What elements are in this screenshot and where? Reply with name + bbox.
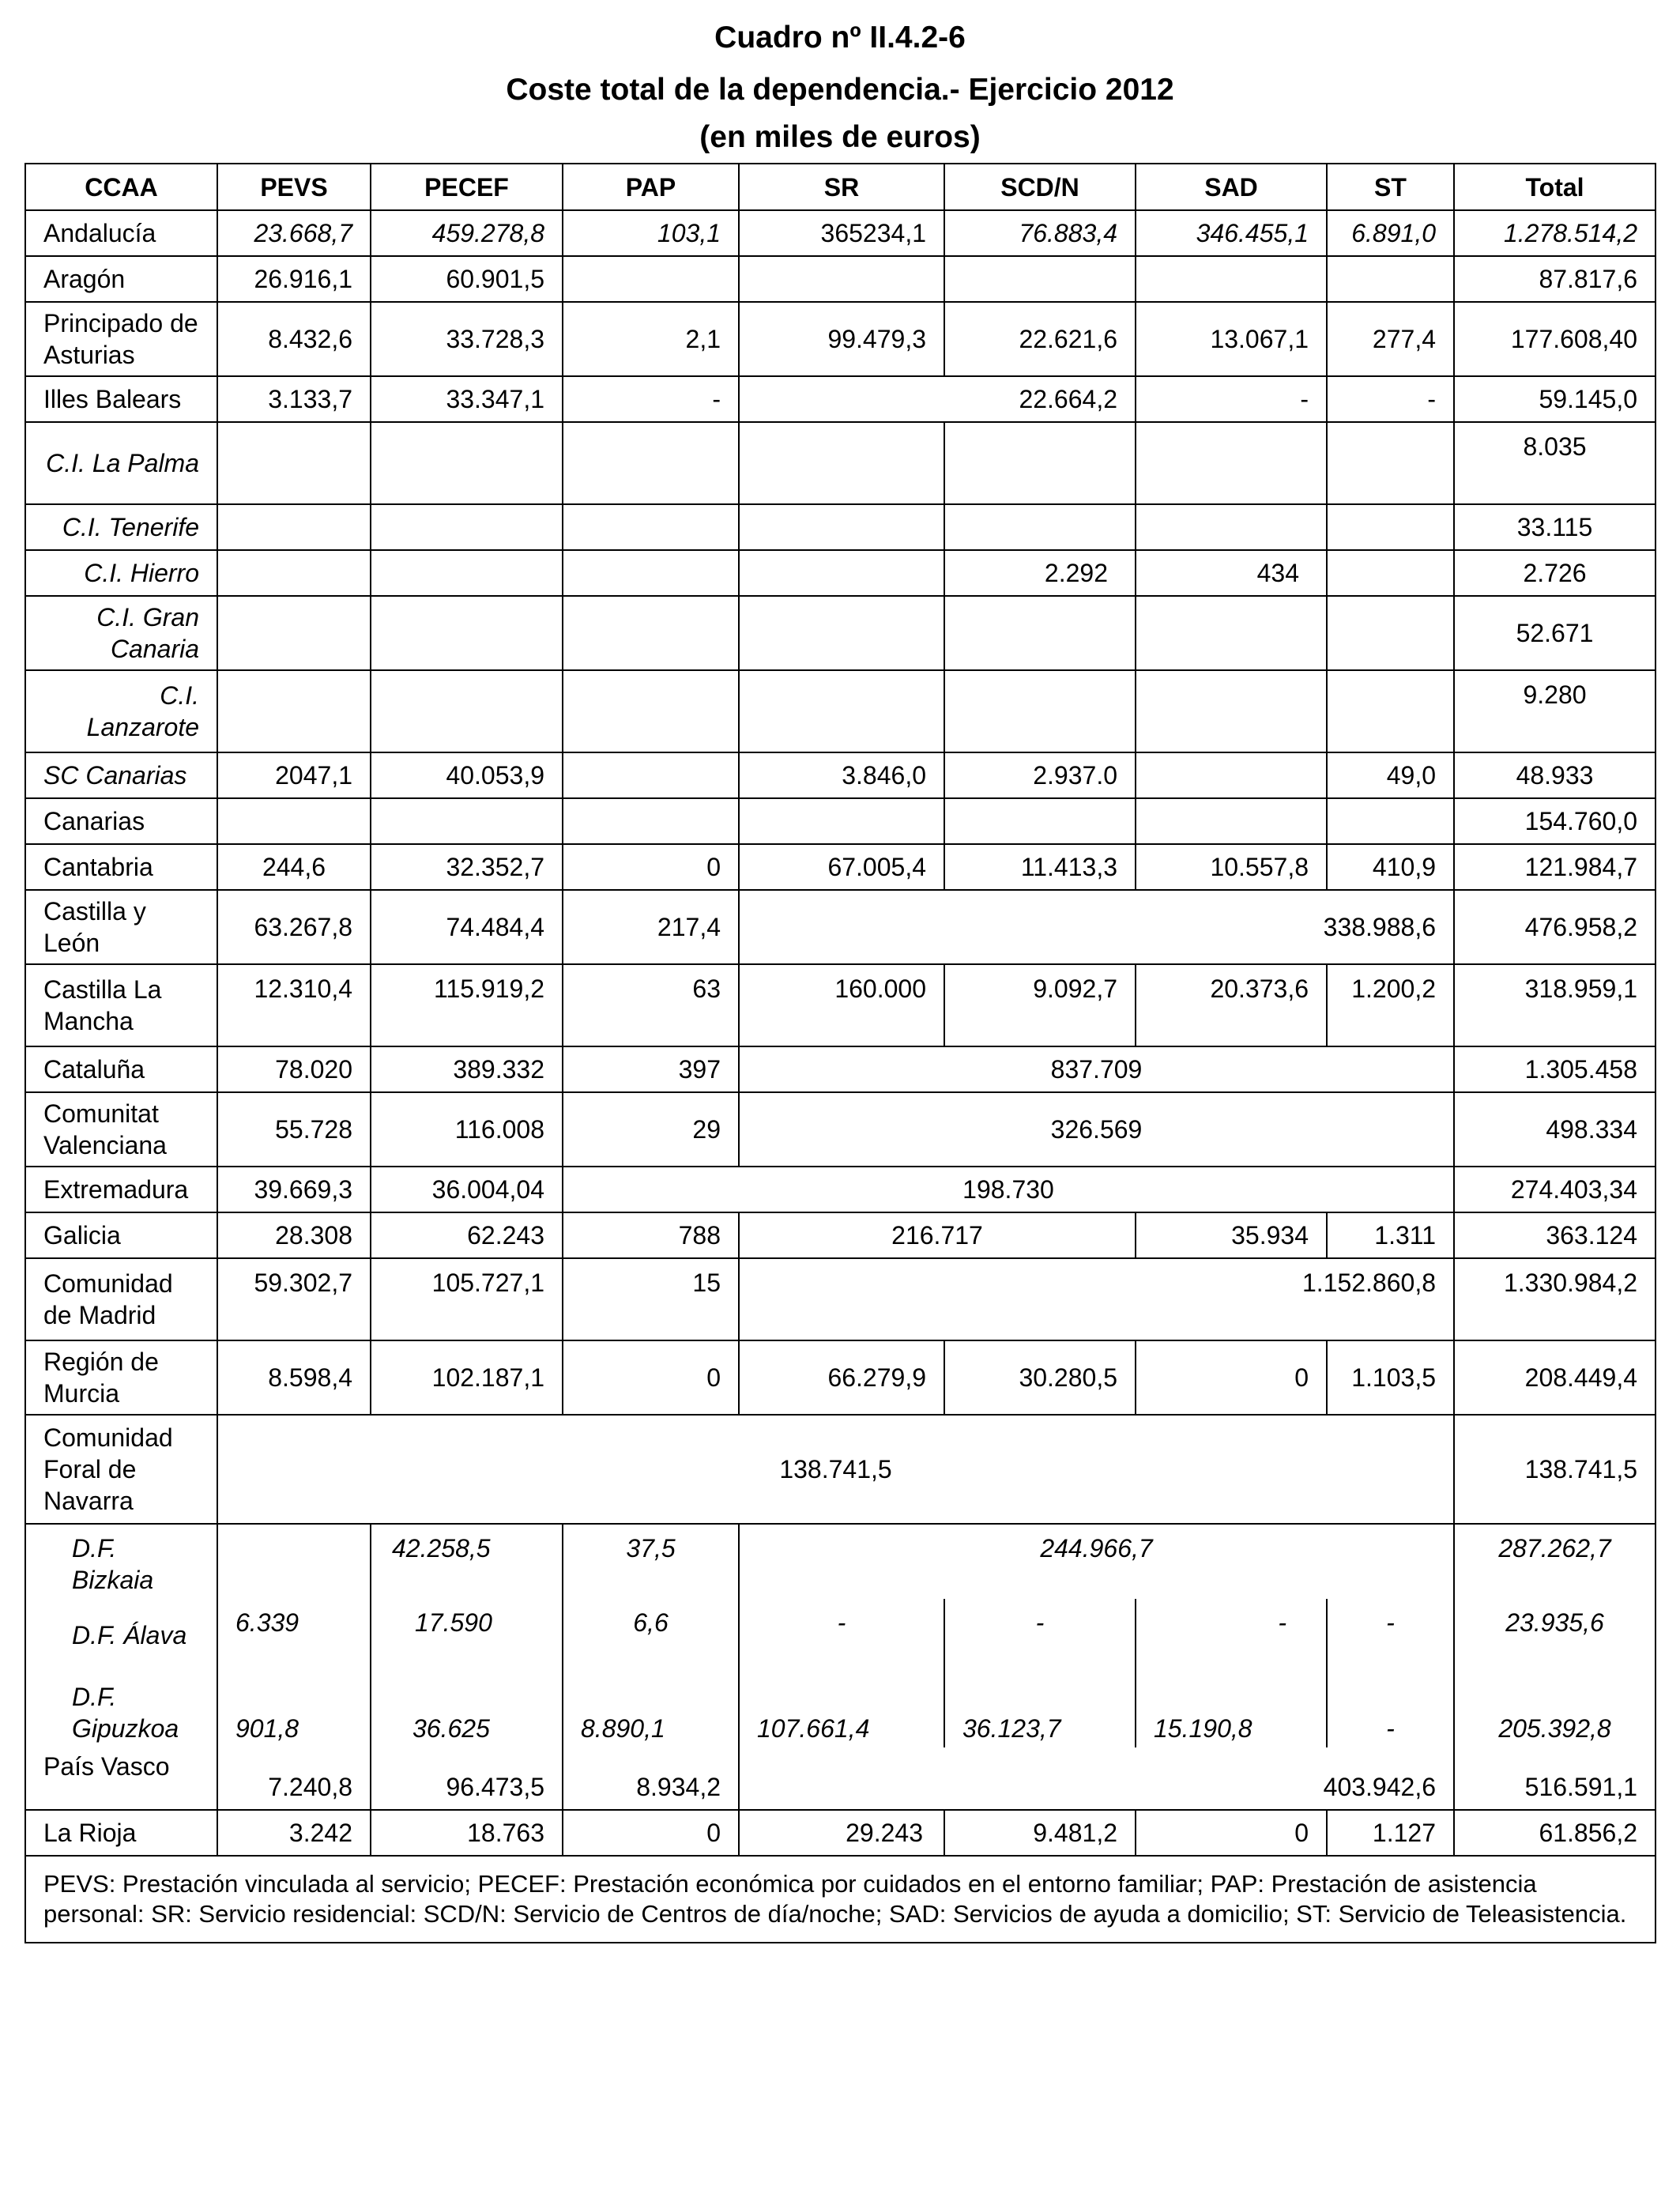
table-cell: 22.621,6 [944,302,1136,376]
header-cell: PAP [563,164,739,210]
empty-cell [563,550,739,596]
table-cell: 61.856,2 [1454,1810,1656,1856]
empty-cell [563,504,739,550]
table-cell: 216.717 [739,1212,1136,1258]
table-row [25,1092,1656,1167]
empty-cell [739,422,944,504]
table-cell: 287.262,7 [1454,1524,1656,1599]
table-cell: 105.727,1 [371,1258,563,1340]
table-cell: 1.200,2 [1327,964,1454,1046]
row-label: Aragón [25,256,217,302]
table-row [25,376,1656,422]
table-cell: 29.243 [739,1810,944,1856]
empty-cell [563,256,739,302]
table-cell: - [1327,376,1454,422]
table-row [25,596,1656,670]
row-label: Castilla y León [25,890,217,964]
empty-cell [1327,550,1454,596]
row-label: Cantabria [25,844,217,890]
empty-cell [739,256,944,302]
table-cell: 42.258,5 [371,1524,563,1599]
empty-cell [739,504,944,550]
table-cell: 2.726 [1454,550,1656,596]
table-cell: 35.934 [1136,1212,1327,1258]
table-cell: 7.240,8 [217,1747,371,1810]
empty-cell [944,256,1136,302]
header-cell: Total [1454,164,1656,210]
table-cell: 837.709 [739,1046,1454,1092]
table-cell: 36.625 [371,1672,563,1747]
table-row [25,1258,1656,1340]
table-cell: 365234,1 [739,210,944,256]
table-cell: 1.305.458 [1454,1046,1656,1092]
table-cell: 318.959,1 [1454,964,1656,1046]
table-cell: 9.481,2 [944,1810,1136,1856]
table-cell: 28.308 [217,1212,371,1258]
empty-cell [1136,798,1327,844]
table-cell: 23.668,7 [217,210,371,256]
row-label: Castilla La Mancha [25,964,217,1046]
table-cell: 8.934,2 [563,1747,739,1810]
table-cell: 138.741,5 [1454,1415,1656,1524]
header-cell: SAD [1136,164,1327,210]
table-cell: 52.671 [1454,596,1656,670]
header-cell: ST [1327,164,1454,210]
table-row [25,302,1656,376]
empty-cell [217,1524,371,1599]
table-row [25,890,1656,964]
table-row [25,1599,1656,1672]
table-cell: 6.339 [217,1599,371,1672]
table-row [25,504,1656,550]
row-label: C.I. Lanzarote [25,670,217,752]
header-row [25,164,1656,210]
empty-cell [563,752,739,798]
table-cell: 8.035 [1454,422,1656,504]
table-cell: 0 [1136,1810,1327,1856]
empty-cell [739,798,944,844]
table-cell: 96.473,5 [371,1747,563,1810]
table-cell: 2.937.0 [944,752,1136,798]
table-cell: 55.728 [217,1092,371,1167]
table-cell: 1.278.514,2 [1454,210,1656,256]
header-cell: PEVS [217,164,371,210]
table-cell: - [1136,1599,1327,1672]
table-cell: 23.935,6 [1454,1599,1656,1672]
table-cell: 10.557,8 [1136,844,1327,890]
table-cell: 36.123,7 [944,1672,1136,1747]
table-cell: 102.187,1 [371,1340,563,1415]
table-cell: 115.919,2 [371,964,563,1046]
table-cell: 277,4 [1327,302,1454,376]
empty-cell [1136,752,1327,798]
table-cell: 2047,1 [217,752,371,798]
empty-cell [1136,596,1327,670]
table-cell: 36.004,04 [371,1167,563,1212]
header-cell: SR [739,164,944,210]
table-cell: 363.124 [1454,1212,1656,1258]
table-cell: 8.598,4 [217,1340,371,1415]
table-cell: 40.053,9 [371,752,563,798]
table-cell: 39.669,3 [217,1167,371,1212]
table-cell: - [944,1599,1136,1672]
empty-cell [371,798,563,844]
table-cell: - [1136,376,1327,422]
row-label: Galicia [25,1212,217,1258]
empty-cell [371,504,563,550]
table-cell: 3.242 [217,1810,371,1856]
table-cell: 13.067,1 [1136,302,1327,376]
row-label: C.I. Hierro [25,550,217,596]
empty-cell [563,422,739,504]
table-cell: 389.332 [371,1046,563,1092]
empty-cell [217,596,371,670]
table-cell: - [1327,1599,1454,1672]
table-cell: 60.901,5 [371,256,563,302]
table-cell: 516.591,1 [1454,1747,1656,1810]
table-cell: 33.728,3 [371,302,563,376]
table-cell: 3.133,7 [217,376,371,422]
table-cell: 99.479,3 [739,302,944,376]
table-cell: 1.103,5 [1327,1340,1454,1415]
table-cell: 198.730 [563,1167,1454,1212]
table-cell: 29 [563,1092,739,1167]
empty-cell [563,798,739,844]
table-cell: 901,8 [217,1672,371,1747]
table-title: Cuadro nº II.4.2-6 [714,21,966,55]
empty-cell [944,670,1136,752]
row-label: Extremadura [25,1167,217,1212]
table-cell: 30.280,5 [944,1340,1136,1415]
empty-cell [371,670,563,752]
empty-cell [371,422,563,504]
row-label: D.F. Gipuzkoa [25,1672,217,1747]
table-cell: 17.590 [371,1599,563,1672]
row-label: País Vasco [25,1747,217,1810]
row-label: Canarias [25,798,217,844]
table-subtitle: Coste total de la dependencia.- Ejercicio 2012 [506,73,1174,107]
table-cell: 67.005,4 [739,844,944,890]
table-cell: 274.403,34 [1454,1167,1656,1212]
table-row [25,1810,1656,1856]
table-row [25,1524,1656,1599]
table-cell: 244,6 [217,844,371,890]
table-cell: 59.145,0 [1454,376,1656,422]
empty-cell [1327,256,1454,302]
row-label: Andalucía [25,210,217,256]
row-label: Illes Balears [25,376,217,422]
empty-cell [944,422,1136,504]
empty-cell [1136,670,1327,752]
table-cell: - [739,1599,944,1672]
footnote-row [25,1856,1656,1943]
row-label: SC Canarias [25,752,217,798]
row-label: Comunidad Foral de Navarra [25,1415,217,1524]
table-cell: 62.243 [371,1212,563,1258]
table-row [25,422,1656,504]
table-row [25,1046,1656,1092]
table-cell: 15.190,8 [1136,1672,1327,1747]
table-cell: 1.152.860,8 [739,1258,1454,1340]
table-cell: 403.942,6 [739,1747,1454,1810]
header-cell: CCAA [25,164,217,210]
table-cell: 9.280 [1454,670,1656,752]
empty-cell [739,596,944,670]
table-cell: 8.890,1 [563,1672,739,1747]
footnote: PEVS: Prestación vinculada al servicio; PECEF: Prestación económica por cuidados en el entorno familiar; PAP: Prestación de asistencia personal: SR: Servicio residencial: SCD/N: Servicio de Centros de día/noche; SAD: Servicios de ayuda a domicilio; ST: Servicio de Teleasistencia. [25,1856,1656,1943]
table-row [25,1212,1656,1258]
row-label: Región de Murcia [25,1340,217,1415]
empty-cell [1327,798,1454,844]
table-cell: 6,6 [563,1599,739,1672]
table-cell: 74.484,4 [371,890,563,964]
empty-cell [1327,670,1454,752]
table-cell: 0 [563,1340,739,1415]
table-cell: 49,0 [1327,752,1454,798]
empty-cell [1136,422,1327,504]
table-cell: 12.310,4 [217,964,371,1046]
header-cell: SCD/N [944,164,1136,210]
table-cell: 410,9 [1327,844,1454,890]
table-cell: - [1327,1672,1454,1747]
table-cell: 37,5 [563,1524,739,1599]
cost-table [24,163,1656,1943]
row-label: Comunitat Valenciana [25,1092,217,1167]
table-cell: 18.763 [371,1810,563,1856]
table-row [25,1340,1656,1415]
empty-cell [1327,596,1454,670]
table-row [25,256,1656,302]
table-cell: 63 [563,964,739,1046]
table-row [25,1167,1656,1212]
table-cell: 0 [563,844,739,890]
empty-cell [217,550,371,596]
table-cell: 397 [563,1046,739,1092]
table-cell: 66.279,9 [739,1340,944,1415]
table-cell: 48.933 [1454,752,1656,798]
table-cell: 32.352,7 [371,844,563,890]
table-row [25,1415,1656,1524]
table-cell: 160.000 [739,964,944,1046]
table-cell: 434 [1136,550,1327,596]
table-cell: 346.455,1 [1136,210,1327,256]
table-cell: 33.115 [1454,504,1656,550]
row-label: D.F. Bizkaia [25,1524,217,1599]
table-row [25,550,1656,596]
table-cell: 15 [563,1258,739,1340]
empty-cell [1136,504,1327,550]
table-cell: 87.817,6 [1454,256,1656,302]
table-cell: 103,1 [563,210,739,256]
table-row [25,670,1656,752]
empty-cell [371,550,563,596]
table-cell: 0 [563,1810,739,1856]
table-cell: 177.608,40 [1454,302,1656,376]
row-label: Comunidad de Madrid [25,1258,217,1340]
row-label: Cataluña [25,1046,217,1092]
empty-cell [1327,504,1454,550]
table-cell: 78.020 [217,1046,371,1092]
table-row [25,798,1656,844]
table-cell: 116.008 [371,1092,563,1167]
header-cell: PECEF [371,164,563,210]
table-row [25,1672,1656,1747]
table-cell: 20.373,6 [1136,964,1327,1046]
empty-cell [739,670,944,752]
empty-cell [739,550,944,596]
table-cell: 26.916,1 [217,256,371,302]
row-label: C.I. Tenerife [25,504,217,550]
table-cell: 217,4 [563,890,739,964]
table-cell: 121.984,7 [1454,844,1656,890]
table-cell: 244.966,7 [739,1524,1454,1599]
table-cell: 205.392,8 [1454,1672,1656,1747]
table-cell: 63.267,8 [217,890,371,964]
table-cell: 76.883,4 [944,210,1136,256]
table-cell: 22.664,2 [739,376,1136,422]
table-cell: 11.413,3 [944,844,1136,890]
row-label: C.I. La Palma [25,422,217,504]
table-cell: 326.569 [739,1092,1454,1167]
table-units: (en miles de euros) [699,120,981,154]
table-cell: 1.330.984,2 [1454,1258,1656,1340]
table-cell: 107.661,4 [739,1672,944,1747]
table-row [25,964,1656,1046]
table-cell: 9.092,7 [944,964,1136,1046]
table-cell: 498.334 [1454,1092,1656,1167]
table-cell: 0 [1136,1340,1327,1415]
table-cell: 8.432,6 [217,302,371,376]
table-cell: 2.292 [944,550,1136,596]
table-cell: 476.958,2 [1454,890,1656,964]
table-cell: 33.347,1 [371,376,563,422]
empty-cell [563,596,739,670]
table-cell: 2,1 [563,302,739,376]
table-cell: 154.760,0 [1454,798,1656,844]
empty-cell [217,670,371,752]
row-label: Principado de Asturias [25,302,217,376]
empty-cell [563,670,739,752]
table-cell: 138.741,5 [217,1415,1454,1524]
empty-cell [217,422,371,504]
table-cell: 1.311 [1327,1212,1454,1258]
table-cell: 459.278,8 [371,210,563,256]
table-cell: 3.846,0 [739,752,944,798]
empty-cell [371,596,563,670]
empty-cell [1136,256,1327,302]
empty-cell [217,504,371,550]
table-row [25,752,1656,798]
empty-cell [1327,422,1454,504]
empty-cell [217,798,371,844]
table-row [25,1747,1656,1810]
table-cell: 338.988,6 [739,890,1454,964]
table-row [25,210,1656,256]
empty-cell [944,596,1136,670]
empty-cell [944,798,1136,844]
table-row [25,844,1656,890]
table-cell: 59.302,7 [217,1258,371,1340]
table-cell: 208.449,4 [1454,1340,1656,1415]
table-cell: - [563,376,739,422]
row-label: La Rioja [25,1810,217,1856]
empty-cell [944,504,1136,550]
row-label: C.I. Gran Canaria [25,596,217,670]
table-cell: 6.891,0 [1327,210,1454,256]
table-cell: 1.127 [1327,1810,1454,1856]
row-label: D.F. Álava [25,1599,217,1672]
table-cell: 788 [563,1212,739,1258]
